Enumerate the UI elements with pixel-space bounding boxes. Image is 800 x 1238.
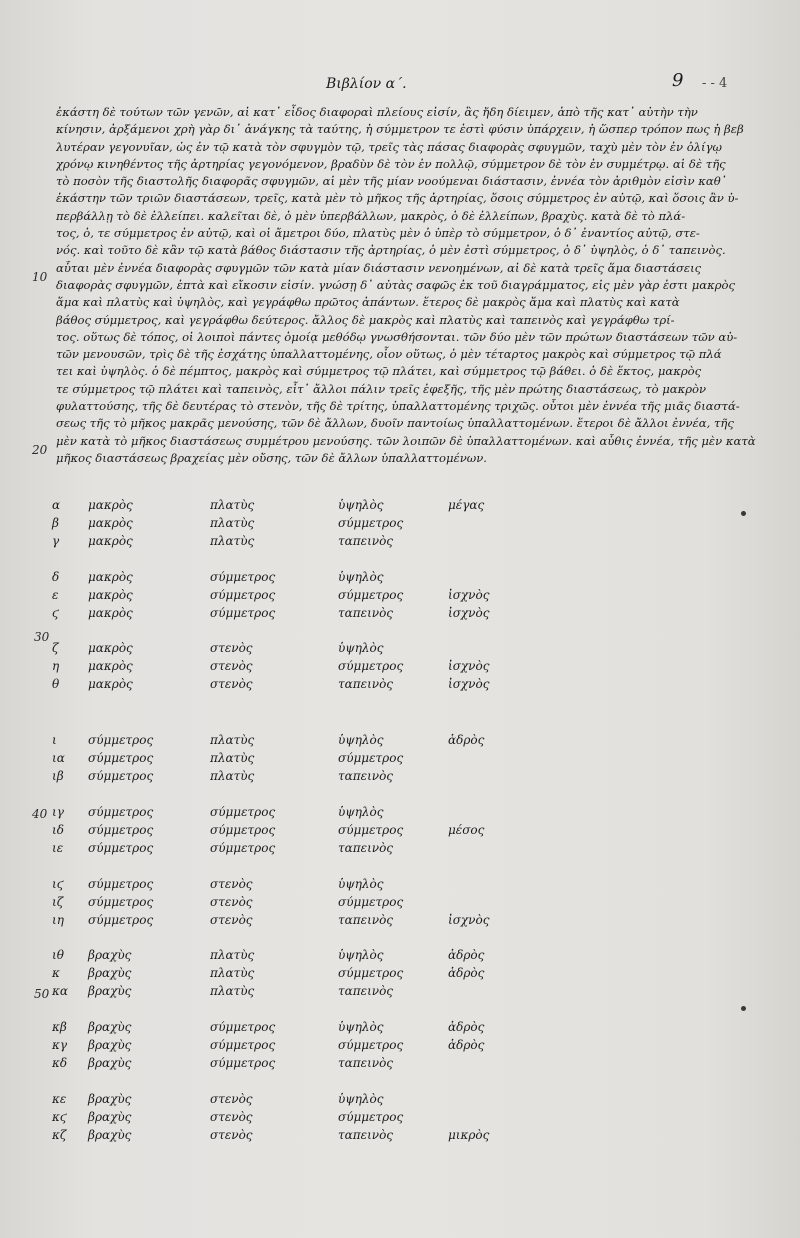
book-title: Βιβλίον α΄. [326, 76, 407, 92]
cell-summary: μέσος [448, 823, 485, 837]
table-row [0, 1092, 800, 1110]
cell-depth: σύμμετρος [338, 588, 404, 602]
table-row [0, 805, 800, 823]
table-row [0, 588, 800, 606]
row-numeral: δ [52, 570, 60, 584]
cell-depth: σύμμετρος [338, 751, 404, 765]
table-row [0, 841, 800, 859]
cell-depth: ταπεινὸς [338, 841, 394, 855]
text-line: διαφορὰς σφυγμῶν, ἑπτὰ καὶ εἴκοσιν εἰσίν. γνώσῃ δ᾽ αὐτὰς σαφῶς ἐκ τοῦ διαγράμματος, εἰς μὲν γὰρ ἐστι μακρὸς [56, 277, 735, 292]
cell-summary: ἰσχνὸς [448, 913, 490, 927]
cell-depth: ταπεινὸς [338, 769, 394, 783]
cell-summary: ἰσχνὸς [448, 677, 490, 691]
cell-depth: ταπεινὸς [338, 606, 394, 620]
text-line: λυτέραν γεγονυῖαν, ὡς ἐν τῷ κατὰ τὸν σφυγμὸν τῷ, τρεῖς τὰς πάσας διαφορὰς σφυγμῶν, ταχὺ μὲν τὸν ἐν ὀλίγῳ [56, 139, 722, 154]
text-line: αὗται μὲν ἐννέα διαφορὰς σφυγμῶν τῶν κατὰ μίαν διάστασιν νενοημένων, αἱ δὲ κατὰ τρεῖς ἅμα διαστάσεις [56, 260, 702, 275]
table-row [0, 948, 800, 966]
table-row [0, 1056, 800, 1074]
row-numeral: ι [52, 733, 57, 747]
table-row [0, 823, 800, 841]
text-line: σεως τῆς τὸ μῆκος μακρᾶς μενούσης, τῶν δὲ ἄλλων, δυοῖν παντοίως ὑπαλλαττομένων. ἕτεροι δὲ ἄλλοι ἐννέα, τῆς [56, 416, 734, 431]
cell-summary: ἁδρὸς [448, 733, 485, 747]
cell-width: πλατὺς [210, 769, 255, 783]
cell-depth: ταπεινὸς [338, 913, 394, 927]
table-row [0, 659, 800, 677]
cell-width: σύμμετρος [210, 1038, 276, 1052]
cell-summary: ἁδρὸς [448, 948, 485, 962]
cell-summary: ἁδρὸς [448, 1038, 485, 1052]
row-numeral: ια [52, 751, 65, 765]
row-numeral: ε [52, 588, 59, 602]
margin-note: - - 4 [702, 76, 728, 91]
cell-depth: ὑψηλὸς [338, 733, 384, 747]
cell-length: σύμμετρος [88, 895, 154, 909]
table-row [0, 1128, 800, 1146]
cell-width: στενὸς [210, 659, 253, 673]
cell-width: πλατὺς [210, 966, 255, 980]
table-row [0, 1038, 800, 1056]
cell-width: στενὸς [210, 895, 253, 909]
table-row [0, 913, 800, 931]
cell-depth: ὑψηλὸς [338, 805, 384, 819]
row-numeral: η [52, 659, 60, 673]
cell-length: μακρὸς [88, 516, 133, 530]
row-numeral: κε [52, 1092, 67, 1106]
text-line: φυλαττούσης, τῆς δὲ δευτέρας τὸ στενὸν, τῆς δὲ τρίτης, ὑπαλλαττομένης τριχῶς. οὗτοι μὲν ἐννέα τῆς μιᾶς διαστά- [56, 399, 740, 414]
cell-length: βραχὺς [88, 1128, 132, 1142]
text-line: μὲν κατὰ τὸ μῆκος διαστάσεως συμμέτρου μενούσης. τῶν λοιπῶν δὲ ὑπαλλαττομένων. καὶ αὖθις ἐννέα, τῆς μὲν κατὰ [56, 433, 756, 448]
row-numeral: θ [52, 677, 60, 691]
cell-width: σύμμετρος [210, 805, 276, 819]
cell-width: στενὸς [210, 1110, 253, 1124]
cell-width: στενὸς [210, 1128, 253, 1142]
cell-width: σύμμετρος [210, 606, 276, 620]
line-number-20: 20 [32, 443, 48, 457]
row-numeral: ιε [52, 841, 64, 855]
cell-depth: σύμμετρος [338, 895, 404, 909]
row-numeral: κ [52, 966, 60, 980]
table-row [0, 751, 800, 769]
cell-length: βραχὺς [88, 1020, 132, 1034]
text-line: μῆκος διαστάσεως βραχείας μὲν οὔσης, τῶν δὲ ἄλλων ὑπαλλαττομένων. [56, 450, 487, 465]
cell-summary: ἁδρὸς [448, 1020, 485, 1034]
cell-length: μακρὸς [88, 588, 133, 602]
cell-depth: ὑψηλὸς [338, 1092, 384, 1106]
cell-summary: ἰσχνὸς [448, 606, 490, 620]
cell-width: πλατὺς [210, 498, 255, 512]
cell-width: σύμμετρος [210, 588, 276, 602]
cell-depth: σύμμετρος [338, 516, 404, 530]
text-line: τος, ὁ, τε σύμμετρος ἐν αὐτῷ, καὶ οἱ ἄμετροι δύο, πλατὺς μὲν ὁ ὑπὲρ τὸ σύμμετρον, ὁ δ᾽ ἐναντίος αὐτῷ, στε- [56, 226, 700, 241]
cell-length: σύμμετρος [88, 877, 154, 891]
cell-width: πλατὺς [210, 984, 255, 998]
cell-length: μακρὸς [88, 641, 133, 655]
text-line: τει καὶ ὑψηλὸς. ὁ δὲ πέμπτος, μακρὸς καὶ σύμμετρος τῷ πλάτει, καὶ σύμμετρος τῷ βάθει. ὁ δὲ ἕκτος, μακρὸς [56, 364, 702, 379]
row-numeral: ιδ [52, 823, 64, 837]
cell-summary: μέγας [448, 498, 485, 512]
cell-depth: ὑψηλὸς [338, 641, 384, 655]
table-row [0, 733, 800, 751]
cell-depth: σύμμετρος [338, 966, 404, 980]
row-numeral: ιθ [52, 948, 64, 962]
folio-number: 9 [672, 70, 684, 91]
table-row [0, 677, 800, 695]
cell-length: σύμμετρος [88, 841, 154, 855]
cell-width: σύμμετρος [210, 1020, 276, 1034]
cell-depth: ταπεινὸς [338, 1128, 394, 1142]
row-numeral: ζ [52, 641, 59, 655]
cell-length: σύμμετρος [88, 751, 154, 765]
cell-width: στενὸς [210, 1092, 253, 1106]
row-numeral: γ [52, 534, 60, 548]
cell-length: σύμμετρος [88, 823, 154, 837]
cell-width: στενὸς [210, 677, 253, 691]
cell-length: σύμμετρος [88, 769, 154, 783]
cell-depth: ὑψηλὸς [338, 948, 384, 962]
text-line: τε σύμμετρος τῷ πλάτει καὶ ταπεινὸς, εἶτ᾽ ἄλλοι πάλιν τρεῖς ἐφεξῆς, τῆς μὲν πρώτης διαστάσεως, τὸ μακρὸν [56, 381, 707, 396]
table-row [0, 641, 800, 659]
cell-depth: σύμμετρος [338, 823, 404, 837]
table-row [0, 769, 800, 787]
cell-depth: ταπεινὸς [338, 1056, 394, 1070]
cell-width: σύμμετρος [210, 823, 276, 837]
table-row [0, 570, 800, 588]
row-numeral: κβ [52, 1020, 67, 1034]
cell-depth: ταπεινὸς [338, 677, 394, 691]
cell-depth: σύμμετρος [338, 1038, 404, 1052]
cell-length: μακρὸς [88, 659, 133, 673]
text-line: νός. καὶ τοῦτο δὲ κἂν τῷ κατὰ βάθος διάστασιν τῆς ἀρτηρίας, ὁ μὲν ἐστὶ σύμμετρος, ὁ δ᾽ ὑψηλὸς, ὁ δ᾽ ταπεινὸς. [56, 243, 726, 258]
cell-width: στενὸς [210, 877, 253, 891]
row-numeral: β [52, 516, 59, 530]
cell-depth: ὑψηλὸς [338, 1020, 384, 1034]
cell-length: βραχὺς [88, 1056, 132, 1070]
row-numeral: ϛ [52, 606, 59, 620]
cell-depth: ὑψηλὸς [338, 498, 384, 512]
cell-length: σύμμετρος [88, 805, 154, 819]
cell-depth: σύμμετρος [338, 1110, 404, 1124]
cell-depth: σύμμετρος [338, 659, 404, 673]
cell-width: πλατὺς [210, 733, 255, 747]
cell-length: μακρὸς [88, 570, 133, 584]
cell-width: σύμμετρος [210, 1056, 276, 1070]
text-line: ἑκάστην τῶν τριῶν διαστάσεων, τρεῖς, κατὰ μὲν τὸ μῆκος τῆς ἀρτηρίας, ὅσοις σύμμετρος ἐν αὐτῷ, καὶ ὅσοις ἂν ὑ- [56, 191, 739, 206]
row-numeral: ιη [52, 913, 64, 927]
text-line: τὸ ποσὸν τῆς διαστολῆς διαφορᾶς σφυγμῶν, αἱ μὲν τῆς μίαν νοούμεναι διάστασιν, ἐννέα τὸν ἀριθμὸν εἰσὶν καθ᾽ [56, 174, 727, 189]
cell-summary: μικρὸς [448, 1128, 490, 1142]
cell-length: μακρὸς [88, 606, 133, 620]
row-numeral: κζ [52, 1128, 67, 1142]
text-line: τῶν μενουσῶν, τρὶς δὲ τῆς ἐσχάτης ὑπαλλαττομένης, οἷον οὕτως, ὁ μὲν τέταρτος μακρὸς καὶ σύμμετρος τῷ πλά [56, 347, 722, 362]
text-line: βάθος σύμμετρος, καὶ γεγράφθω δεύτερος. ἄλλος δὲ μακρὸς καὶ πλατὺς καὶ ταπεινὸς καὶ γεγράφθω τρί- [56, 312, 675, 327]
row-numeral: κδ [52, 1056, 68, 1070]
text-line: κίνησιν, ἀρξάμενοι χρὴ γὰρ δι᾽ ἀνάγκης τὰ ταύτης, ἡ σύμμετρον τε ἐστὶ φύσιν ὑπάρχειν, ἡ ὥσπερ τρόπον πως ἡ βεβ [56, 122, 744, 137]
table-row [0, 966, 800, 984]
cell-width: σύμμετρος [210, 570, 276, 584]
text-line: ἐκάστη δὲ τούτων τῶν γενῶν, αἱ κατ᾽ εἶδος διαφοραὶ πλείους εἰσίν, ἃς ἤδη δίειμεν, ἀπὸ τῆς κατ᾽ αὐτὴν τὴν [56, 105, 698, 119]
row-numeral: ιβ [52, 769, 64, 783]
cell-width: πλατὺς [210, 516, 255, 530]
cell-depth: ταπεινὸς [338, 534, 394, 548]
table-row [0, 895, 800, 913]
cell-width: πλατὺς [210, 948, 255, 962]
line-number-40: 40 [32, 807, 48, 821]
row-numeral: ιϛ [52, 877, 64, 891]
text-line: περβάλλῃ τὸ δὲ ἐλλείπει. καλεῖται δὲ, ὁ μὲν ὑπερβάλλων, μακρὸς, ὁ δὲ ἐλλείπων, βραχὺς. κατὰ δὲ τὸ πλά- [56, 208, 686, 223]
cell-length: βραχὺς [88, 984, 132, 998]
cell-summary: ἁδρὸς [448, 966, 485, 980]
table-row [0, 606, 800, 624]
cell-length: μακρὸς [88, 534, 133, 548]
row-numeral: ιγ [52, 805, 64, 819]
cell-depth: ὑψηλὸς [338, 570, 384, 584]
text-line: χρόνῳ κινηθέντος τῆς ἀρτηρίας γεγονόμενον, βραδὺν δὲ τὸν ἐν πολλῷ, σύμμετρον δὲ τὸν ἐν συμμέτρῳ. αἱ δὲ τῆς [56, 156, 726, 171]
cell-length: βραχὺς [88, 1038, 132, 1052]
line-number-10: 10 [32, 270, 48, 284]
cell-width: στενὸς [210, 913, 253, 927]
cell-length: σύμμετρος [88, 733, 154, 747]
row-numeral: ιζ [52, 895, 64, 909]
row-numeral: κϛ [52, 1110, 67, 1124]
text-line: ἅμα καὶ πλατὺς καὶ ὑψηλὸς, καὶ γεγράφθω πρῶτος ἁπάντων. ἕτερος δὲ μακρὸς ἅμα καὶ πλατὺς καὶ κατὰ [56, 295, 680, 310]
cell-depth: ὑψηλὸς [338, 877, 384, 891]
cell-depth: ταπεινὸς [338, 984, 394, 998]
cell-length: βραχὺς [88, 966, 132, 980]
table-row [0, 534, 800, 552]
cell-summary: ἰσχνὸς [448, 659, 490, 673]
table-row [0, 498, 800, 516]
cell-summary: ἰσχνὸς [448, 588, 490, 602]
cell-length: βραχὺς [88, 948, 132, 962]
cell-width: σύμμετρος [210, 841, 276, 855]
cell-width: πλατὺς [210, 534, 255, 548]
table-row [0, 984, 800, 1002]
table-row [0, 1020, 800, 1038]
row-numeral: α [52, 498, 61, 512]
row-numeral: κγ [52, 1038, 68, 1052]
cell-length: σύμμετρος [88, 913, 154, 927]
cell-length: βραχὺς [88, 1110, 132, 1124]
table-row [0, 877, 800, 895]
table-row [0, 1110, 800, 1128]
cell-length: βραχὺς [88, 1092, 132, 1106]
cell-length: μακρὸς [88, 498, 133, 512]
cell-width: στενὸς [210, 641, 253, 655]
cell-length: μακρὸς [88, 677, 133, 691]
cell-width: πλατὺς [210, 751, 255, 765]
table-row [0, 516, 800, 534]
line-number-30: 30 [34, 630, 50, 644]
text-line: τος. οὕτως δὲ τόπος, οἱ λοιποὶ πάντες ὁμοίᾳ μεθόδῳ γνωσθήσονται. τῶν δύο μὲν τῶν πρώτων διαστάσεων τῶν αὐ- [56, 329, 738, 344]
line-number-50: 50 [34, 987, 50, 1001]
row-numeral: κα [52, 984, 68, 998]
